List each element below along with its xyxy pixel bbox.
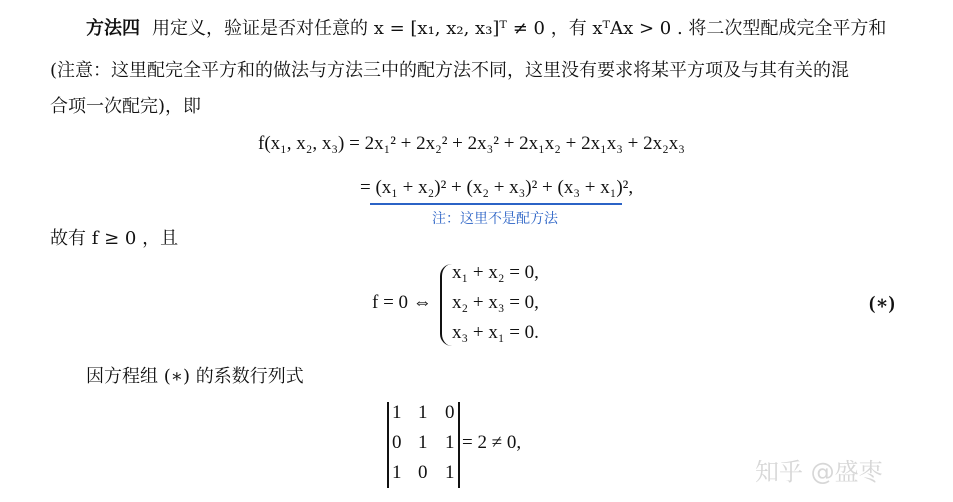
- system-eq-1: x₁ + x₂ = 0,: [452, 262, 539, 283]
- annotation-underline: [370, 203, 622, 205]
- annotation-note: 注：这里不是配方法: [432, 211, 558, 227]
- det-cell: 1: [418, 402, 428, 423]
- determinant-result: = 2 ≠ 0,: [462, 432, 522, 453]
- determinant-right-bar: [458, 402, 460, 488]
- paragraph-line-3: 合项一次配完)，即: [50, 96, 202, 117]
- method-heading: 方法四: [86, 18, 140, 39]
- determinant-intro: 因方程组 (∗) 的系数行列式: [86, 366, 304, 387]
- left-brace: [440, 264, 452, 346]
- system-eq-3: x₃ + x₁ = 0.: [452, 322, 539, 343]
- det-cell: 1: [445, 462, 455, 483]
- det-cell: 1: [392, 402, 402, 423]
- conclusion-text: 故有 f ≥ 0 ，且: [50, 228, 179, 249]
- sum-of-squares-equation: = (x₁ + x₂)² + (x₂ + x₃)² + (x₃ + x₁)²,: [360, 177, 634, 198]
- det-cell: 0: [445, 402, 455, 423]
- det-cell: 0: [418, 462, 428, 483]
- f-equals-zero: f = 0 ⇔: [372, 292, 432, 313]
- paragraph-line-2: (注意：这里配完全平方和的做法与方法三中的配方法不同，这里没有要求将某平方项及与其有关的混: [50, 60, 850, 81]
- system-eq-2: x₂ + x₃ = 0,: [452, 292, 539, 313]
- determinant-left-bar: [387, 402, 389, 488]
- det-cell: 1: [445, 432, 455, 453]
- paragraph-line-1: 用定义，验证是否对任意的 x = [x₁, x₂, x₃]ᵀ ≠ 0 ，有 xᵀAx > 0 . 将二次型配成完全平方和: [152, 18, 887, 39]
- quadratic-form-equation: f(x₁, x₂, x₃) = 2x₁² + 2x₂² + 2x₃² + 2x₁x₂ + 2x₁x₃ + 2x₂x₃: [258, 133, 685, 154]
- det-cell: 1: [392, 462, 402, 483]
- equation-tag: (∗): [869, 293, 895, 314]
- det-cell: 1: [418, 432, 428, 453]
- watermark: 知乎 @盛枣: [755, 458, 883, 486]
- det-cell: 0: [392, 432, 402, 453]
